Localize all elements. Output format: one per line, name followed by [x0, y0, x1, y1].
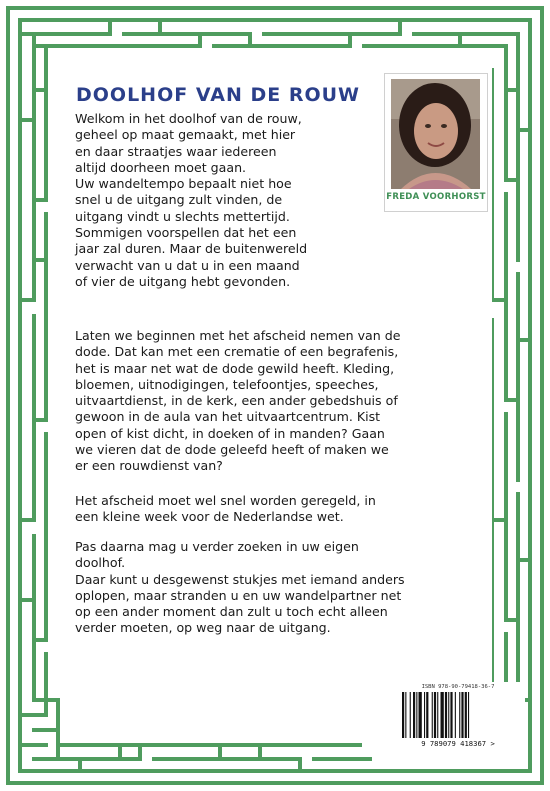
- barcode-bar: [465, 692, 467, 738]
- barcode-bar: [448, 692, 449, 738]
- author-name: FREDA VOORHORST: [386, 192, 486, 202]
- text-line: verwacht van u dat u in een maand: [75, 257, 300, 273]
- text-line: Uw wandeltempo bepaalt niet hoe: [75, 176, 292, 192]
- barcode-bar: [461, 692, 463, 738]
- barcode-bar: [459, 692, 460, 738]
- text-line: bloemen, uitnodigingen, telefoontjes, speeches,: [75, 376, 379, 392]
- book-title: DOOLHOF VAN DE ROUW: [76, 84, 360, 106]
- barcode-bar: [424, 692, 425, 738]
- text-line: en daar straatjes waar iedereen: [75, 143, 277, 159]
- text-line: jaar zal duren. Maar de buitenwereld: [75, 241, 308, 257]
- text-line: altijd doorheen moet gaan.: [75, 159, 247, 175]
- barcode-bar: [426, 692, 428, 738]
- barcode-bar: [410, 692, 411, 738]
- text-line: Welkom in het doolhof van de rouw,: [75, 111, 302, 126]
- text-line: we vieren dat de dode geleefd heeft of maken we: [75, 442, 389, 458]
- barcode-bar: [450, 692, 452, 738]
- text-line: op een ander moment dan zult u toch echt alleen: [75, 604, 388, 620]
- text-line: of vier de uitgang hebt gevonden.: [75, 273, 291, 289]
- barcode-bar: [402, 692, 404, 738]
- text-line: gewoon in de aula van het uitvaartcentrum. Kist: [75, 409, 381, 425]
- own-maze-paragraph: [75, 539, 405, 637]
- text-line: geheel op maat gemaakt, met hier: [75, 127, 296, 143]
- author-photo: [391, 79, 480, 189]
- text-line: doolhof.: [75, 555, 126, 571]
- text-line: verder moeten, op weg naar de uitgang.: [75, 620, 331, 636]
- text-line: Pas daarna mag u verder zoeken in uw eigen: [75, 539, 359, 554]
- text-line: het is maar net wat de dode gewild heeft. Kleding,: [75, 360, 395, 376]
- barcode-bar: [432, 692, 433, 738]
- text-line: open of kist dicht, in doeken of in manden? Gaan: [75, 425, 385, 441]
- arrangement-paragraph: [75, 493, 376, 526]
- isbn-label: ISBN 978-90-79418-36-7: [421, 684, 495, 690]
- farewell-paragraph: [75, 328, 401, 475]
- text-line: snel u de uitgang zult vinden, de: [75, 192, 283, 208]
- barcode-bar: [419, 692, 422, 738]
- text-line: dode. Dat kan met een crematie of een begrafenis,: [75, 344, 399, 360]
- text-line: Laten we beginnen met het afscheid nemen van de: [75, 328, 401, 343]
- text-line: uitvaartdienst, in de kerk, een ander gebedshuis of: [75, 393, 398, 409]
- text-line: uitgang vindt u slechts mettertijd.: [75, 208, 290, 224]
- barcode-bar: [441, 692, 444, 738]
- barcode-bar: [437, 692, 438, 738]
- barcode-bars: [402, 692, 514, 738]
- barcode-bar: [455, 692, 456, 738]
- text-line: Sommigen voorspellen dat het een: [75, 225, 297, 241]
- isbn-barcode: [398, 684, 518, 754]
- text-line: Het afscheid moet wel snel worden geregeld, in: [75, 493, 376, 508]
- barcode-bar: [434, 692, 436, 738]
- text-line: er een rouwdienst van?: [75, 458, 223, 474]
- barcode-bar: [413, 692, 415, 738]
- intro-paragraph: [75, 111, 307, 290]
- barcode-bar: [445, 692, 447, 738]
- text-line: Daar kunt u desgewenst stukjes met iemand anders: [75, 571, 405, 587]
- author-photo-card: [384, 73, 488, 212]
- barcode-number: 9 789079 418367 >: [421, 739, 495, 748]
- text-line: oplopen, maar stranden u en uw wandelpartner net: [75, 587, 402, 603]
- text-line: een kleine week voor de Nederlandse wet.: [75, 509, 344, 525]
- barcode-bar: [416, 692, 417, 738]
- barcode-bar: [405, 692, 406, 738]
- barcode-bar: [468, 692, 469, 738]
